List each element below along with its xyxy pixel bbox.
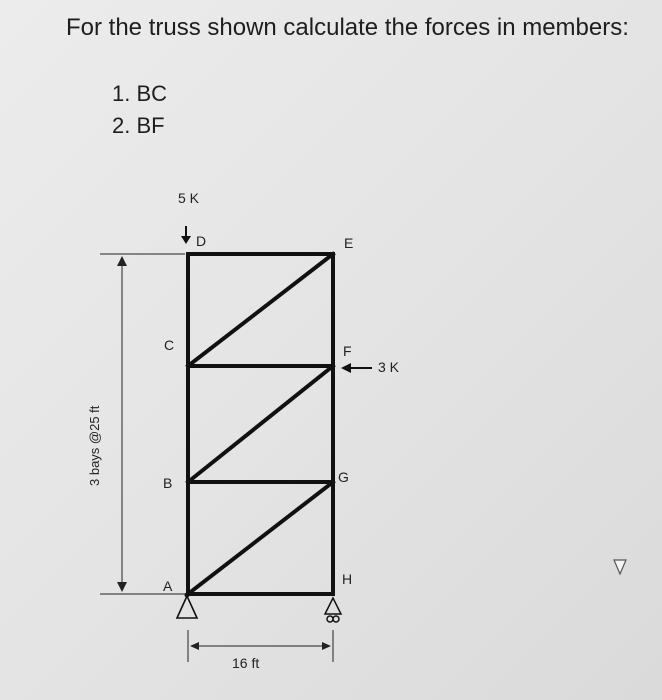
- pin-support-icon: [177, 593, 197, 619]
- height-dimension-label: 3 bays @25 ft: [87, 405, 102, 486]
- member-ag: [188, 482, 333, 594]
- node-label-e: E: [344, 235, 354, 251]
- roller-support-icon: [325, 598, 341, 622]
- width-dimension-label: 16 ft: [232, 655, 260, 671]
- load-side-arrow: [341, 363, 372, 373]
- node-label-c: C: [164, 337, 175, 353]
- member-bf: [188, 366, 333, 482]
- node-label-a: A: [163, 578, 173, 594]
- load-top-arrow: [181, 226, 191, 244]
- node-label-d: D: [196, 233, 207, 249]
- member-item-bf: 2. BF: [112, 113, 165, 138]
- node-label-h: H: [342, 571, 353, 587]
- cursor-icon: [614, 560, 626, 574]
- node-label-f: F: [343, 343, 352, 359]
- member-ce: [188, 254, 333, 366]
- member-item-bc: 1. BC: [112, 81, 168, 106]
- node-label-b: B: [163, 475, 173, 491]
- height-dimension: [100, 254, 185, 594]
- truss-frame: [188, 254, 333, 594]
- width-dimension: [188, 630, 333, 662]
- question-title: For the truss shown calculate the forces in members:: [66, 14, 629, 41]
- load-top-label: 5 K: [178, 190, 200, 206]
- load-side-label: 3 K: [378, 359, 400, 375]
- node-label-g: G: [338, 469, 349, 485]
